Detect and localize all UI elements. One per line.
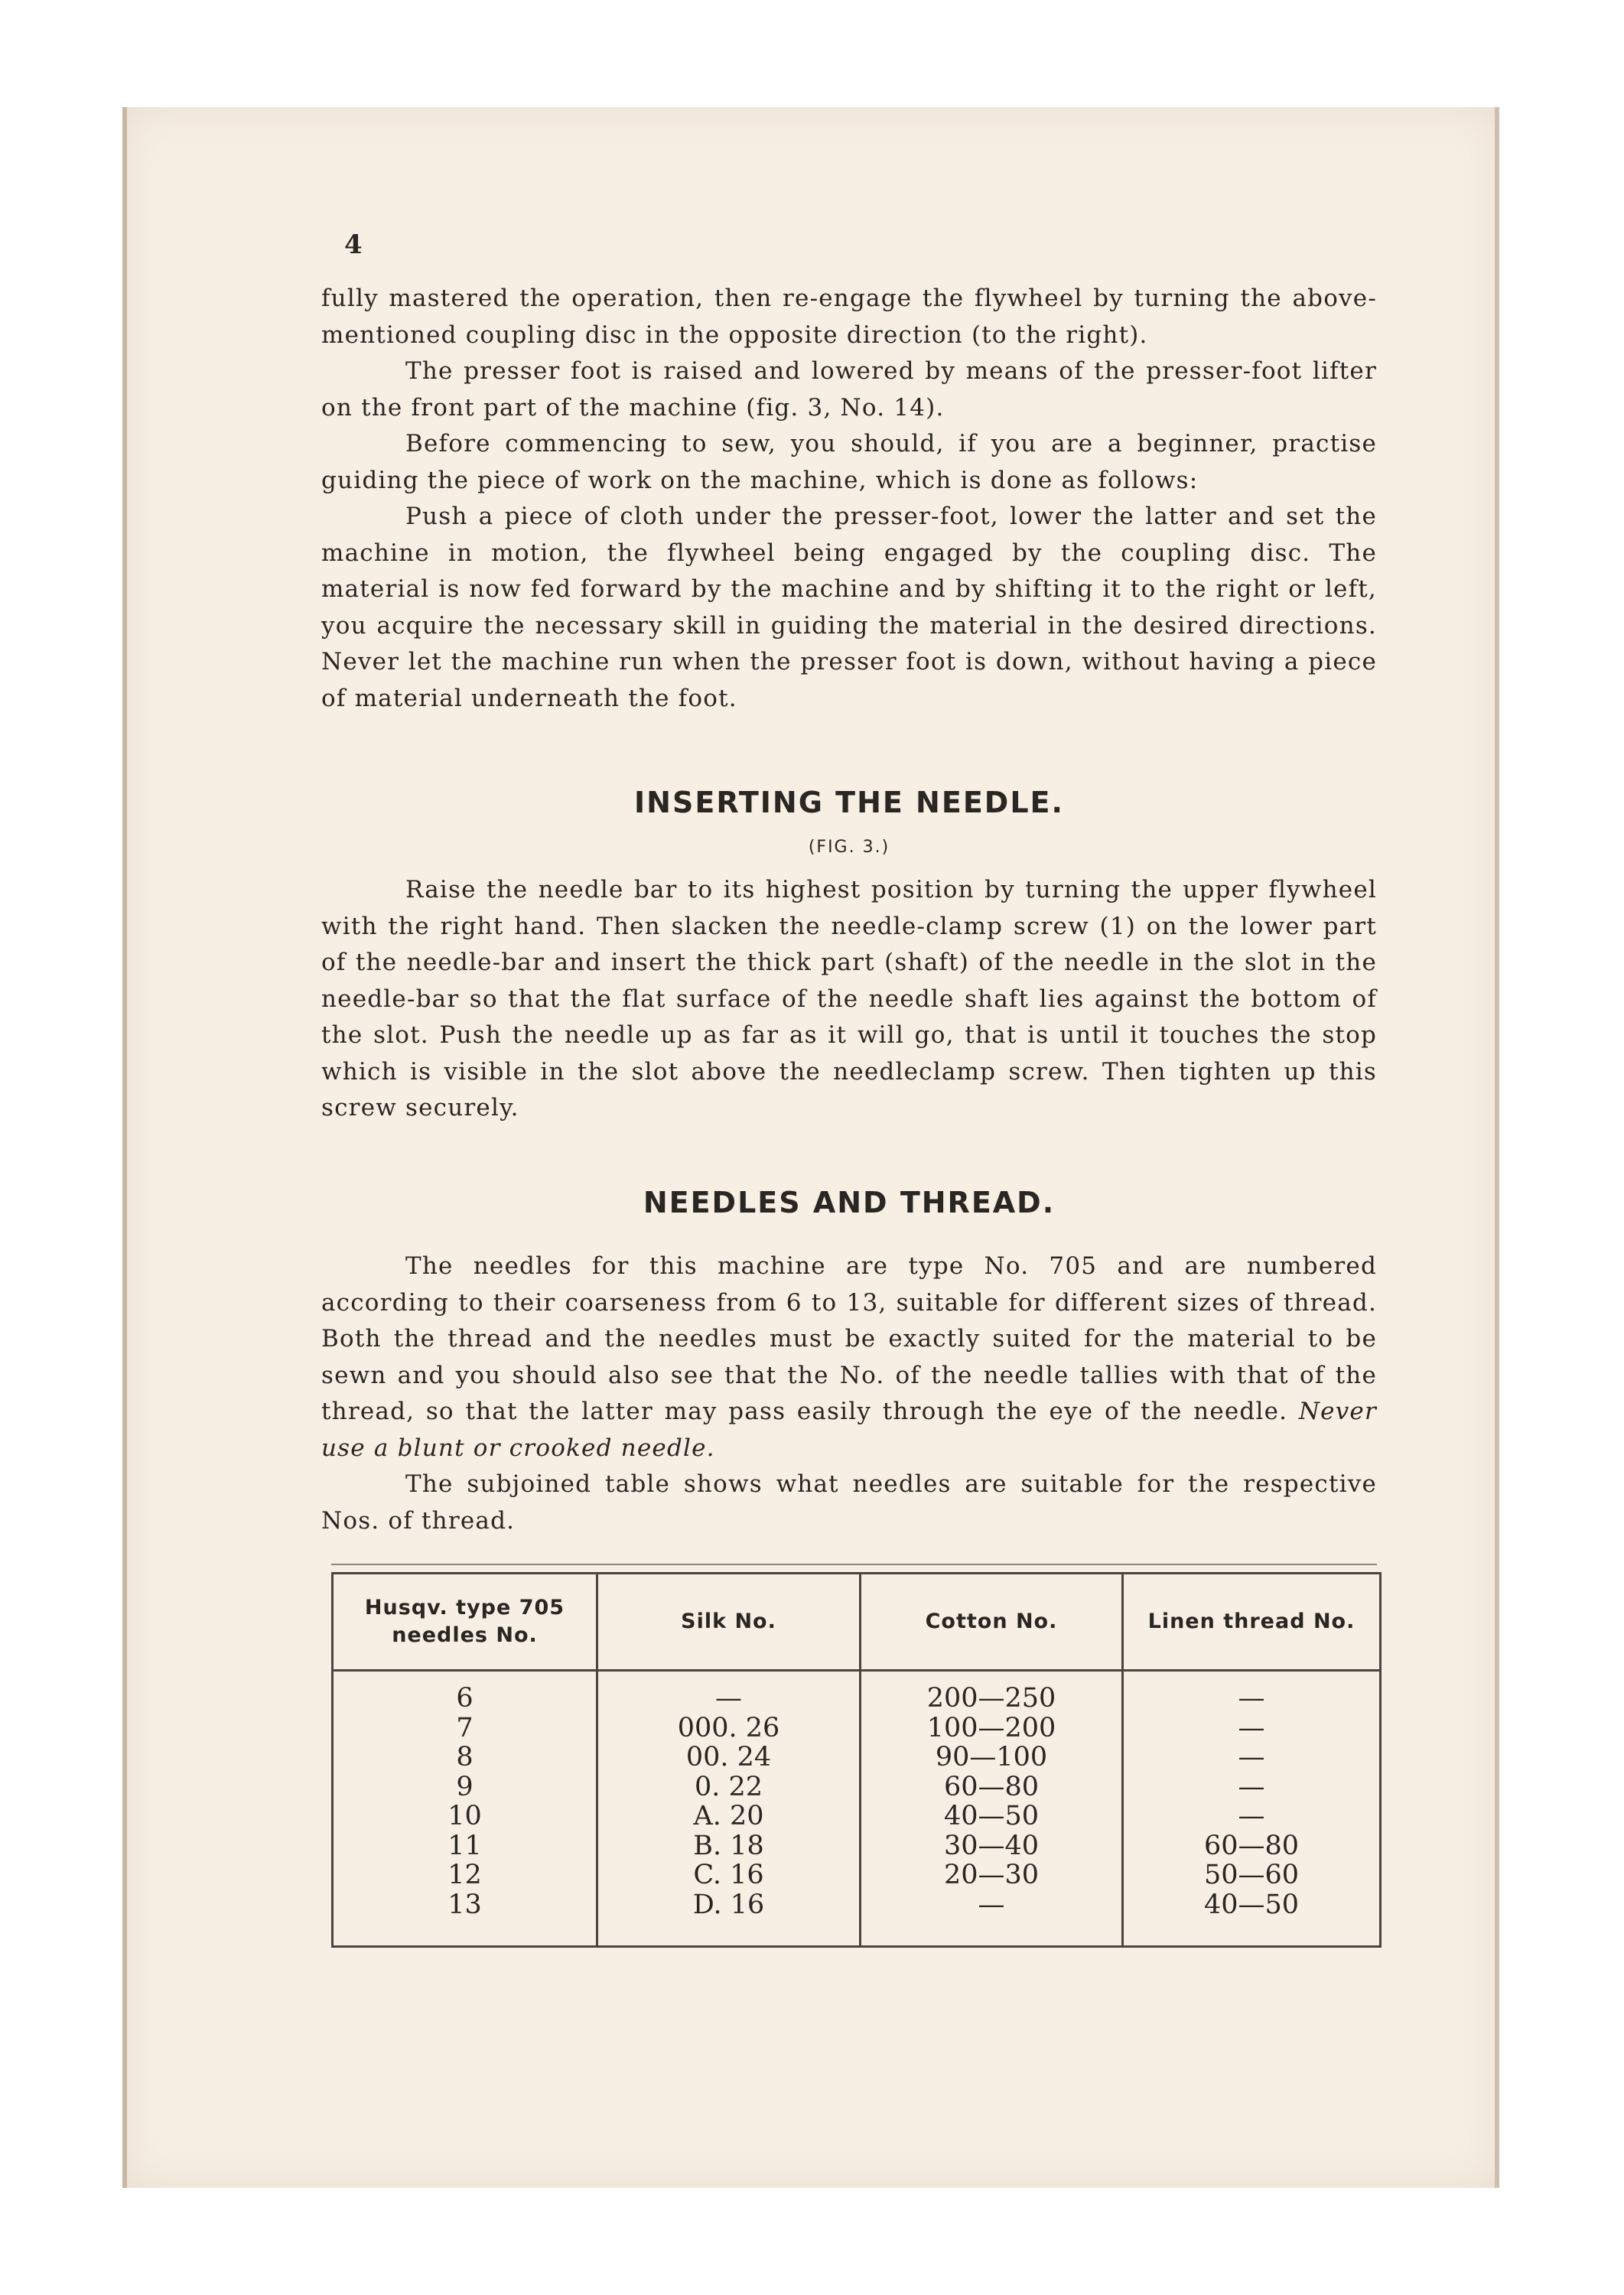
intro-paragraph-3: Before commencing to sew, you should, if you are a beginner, practise guiding the piece of work on the machine, which is done as follows: <box>321 430 1377 494</box>
needle-thread-table <box>331 1572 1382 1948</box>
table-cell-linen: — <box>1238 1712 1265 1743</box>
table-cell-silk: 0. 22 <box>694 1771 763 1802</box>
heading-inserting-needle: INSERTING THE NEEDLE. <box>634 786 1064 819</box>
table-cell-cotton: 30—40 <box>943 1830 1040 1861</box>
table-cell-linen: — <box>1238 1683 1265 1714</box>
intro-paragraph-1: fully mastered the operation, then re-engage the flywheel by turning the above-mentioned coupling disc in the opposite direction (to the right). <box>321 285 1377 349</box>
table-header-silk: Silk No. <box>681 1610 776 1633</box>
table-cell-silk: 00. 24 <box>685 1742 772 1773</box>
table-cell-silk: 000. 26 <box>677 1712 780 1743</box>
table-cell-silk: B. 18 <box>693 1830 764 1861</box>
table-cell-needle: 13 <box>447 1889 482 1920</box>
table-header-rule <box>334 1669 1379 1672</box>
heading-needles-thread: NEEDLES AND THREAD. <box>643 1186 1056 1219</box>
table-cell-silk: D. 16 <box>692 1889 765 1920</box>
intro-paragraph-2: The presser foot is raised and lowered by means of the presser-foot lifter on the front part of the machine (fig. 3, No. 14). <box>321 357 1377 422</box>
table-cell-silk: C. 16 <box>693 1860 764 1890</box>
table-cell-cotton: 60—80 <box>943 1771 1040 1802</box>
table-cell-cotton: — <box>978 1889 1005 1920</box>
table-cell-silk: A. 20 <box>693 1801 764 1831</box>
table-cell-linen: 60—80 <box>1203 1830 1300 1861</box>
sheet-edge-left <box>122 107 127 2188</box>
table-header-cotton: Cotton No. <box>925 1610 1058 1633</box>
table-cell-linen: — <box>1238 1801 1265 1831</box>
inserting-needle-paragraph: Raise the needle bar to its highest position by turning the upper flywheel with the right hand. Then slacken the needle-clamp screw (1) on the lower part of the needle-bar and insert the thick part (shaft) of the needle in the slot in the needle-bar so that the flat surface of the needle shaft lies against the bottom of the slot. Push the needle up as far as it will go, that is until it touches the stop which is visible in the slot above the needleclamp screw. Then tighten up this screw securely. <box>321 876 1377 1121</box>
table-cell-linen: 40—50 <box>1203 1889 1300 1920</box>
needles-paragraph-1-text: The needles for this machine are type No. 705 and are numbered according to their coarseness from 6 to 13, suitable for different sizes of thread. Both the thread and the needles must be exactly suited for the material to be sewn and you should also see that the No. of the needle tallies with that of the thread, so that the latter may pass easily through the eye of the needle. <box>321 1252 1377 1425</box>
table-column-silk <box>598 1684 859 1919</box>
page-number: 4 <box>344 230 363 260</box>
table-cell-needle: 7 <box>456 1712 474 1743</box>
table-cell-cotton: 40—50 <box>943 1801 1040 1831</box>
sheet-edge-right <box>1495 107 1499 2188</box>
table-column-cotton <box>861 1684 1121 1919</box>
table-column-linen <box>1124 1684 1379 1919</box>
table-header-needle: Husqv. type 705 needles No. <box>364 1596 565 1647</box>
table-cell-linen: — <box>1238 1742 1265 1773</box>
table-cell-silk: — <box>715 1683 742 1714</box>
needles-paragraph-2: The subjoined table shows what needles are suitable for the respective Nos. of thread. <box>321 1470 1377 1535</box>
table-header-linen: Linen thread No. <box>1147 1610 1356 1633</box>
table-cell-needle: 10 <box>447 1801 482 1831</box>
table-cell-cotton: 100—200 <box>926 1712 1056 1743</box>
table-cell-cotton: 200—250 <box>926 1683 1056 1714</box>
needles-paragraph-1 <box>321 1248 1377 1467</box>
table-cell-needle: 12 <box>447 1860 482 1890</box>
table-cell-needle: 8 <box>456 1742 474 1773</box>
table-cell-cotton: 20—30 <box>943 1860 1040 1890</box>
subheading-fig-3: (FIG. 3.) <box>808 838 890 857</box>
table-cell-linen: 50—60 <box>1203 1860 1300 1890</box>
table-cell-needle: 11 <box>447 1830 482 1861</box>
table-cell-needle: 6 <box>456 1683 474 1714</box>
table-cell-linen: — <box>1238 1771 1265 1802</box>
intro-paragraph-4: Push a piece of cloth under the presser-foot, lower the latter and set the machine in motion, the flywheel being engaged by the coupling disc. The material is now fed forward by the machine and by shifting it to the right or left, you acquire the necessary skill in guiding the material in the desired directions. Never let the machine run when the presser foot is down, without having a piece of material underneath the foot. <box>321 503 1377 712</box>
table-column-needle <box>334 1684 596 1919</box>
table-cell-cotton: 90—100 <box>935 1742 1048 1773</box>
table-cell-needle: 9 <box>456 1771 474 1802</box>
needles-warning-italic: Never use a blunt or crooked needle. <box>321 1398 1377 1462</box>
